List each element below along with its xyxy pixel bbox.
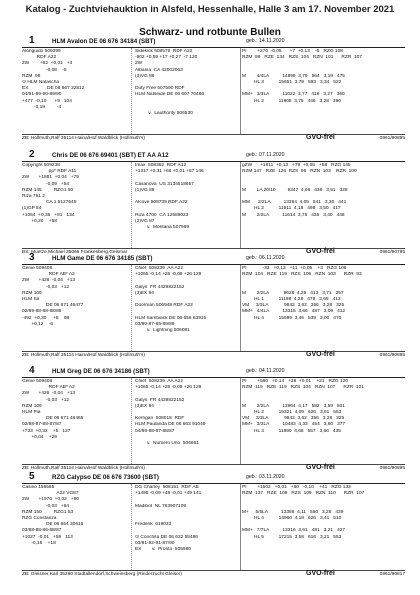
pedigree-line: -902 +0,59 +17 +0,27 -7 120 (135, 55, 198, 61)
pedigree-line: Duty Free 507590 RDF (135, 86, 185, 92)
entry-body (22, 162, 405, 248)
pedigree-line: PI +1502 +0,01 +60 -0,10 +41 RZG 133 (242, 485, 351, 490)
pedigree-line: DE 06 671 46465 (22, 416, 84, 422)
pedigree-line: M 4/4LA 14899 3,79 564 3,19 475 (242, 73, 345, 79)
column-divider (240, 48, 241, 134)
sire-pedigree (135, 266, 237, 334)
pedigree-line: +1495 -0,09 +48 -0,01 +49 141 (135, 491, 202, 497)
gvo-free-label: GVO-frei (306, 248, 335, 255)
entry-body (22, 48, 405, 134)
pedigree-line: v. Numero Uno 506661 (135, 440, 199, 446)
pedigree-line: MM+ 3/3LA 10483 4,33 454 3,60 377 (242, 422, 346, 428)
pedigree-line: MM+ 7/7LA 13316 3,61 481 3,21 427 (242, 528, 346, 534)
pedigree-line: -0,03 +12 (22, 284, 70, 290)
pedigree-line: +1064 +0,36 +81 134 (22, 212, 75, 218)
breeder-info: ZB: Gleisner,Karl 35260 Stadtallendorf,Schweinsberg (Rinderzucht Gleiser) (22, 572, 182, 577)
column-divider (240, 378, 241, 464)
entry-footer (22, 570, 405, 579)
pedigree-line: M 2/2LA 9628 4,29 413 3,71 357 (242, 290, 344, 296)
pedigree-line: (3)EX 94 (135, 290, 154, 296)
sire-pedigree (135, 49, 237, 117)
pedigree-line: RZM 145 RZG1 50 (22, 187, 74, 193)
pedigree-line: MM+ 4/4LA 13315 3,66 487 3,09 412 (242, 309, 346, 315)
pedigree-line: DE 06 664 30615 (22, 522, 84, 528)
bull-entry (22, 149, 405, 257)
breeder-info: ZB: Hollmuth,Ralf 35114 Haina/Hof Waldblick (Hollmuth's) (22, 466, 146, 471)
pedigree-line: HL 5 17215 3,58 616 3,21 553 (242, 534, 342, 540)
pedigree-line: ⊙ Conchita DE 06 632 55486 (135, 534, 198, 540)
gvo-free-label: GVO-frei (306, 464, 335, 471)
lot-number: 5 (29, 471, 35, 482)
pedigree-line: (1)GP 84 (22, 206, 42, 212)
pedigree-line: v. Lightning 506081 (135, 327, 190, 333)
pedigree-line: +1065 -0,14 +26 -0,09 +26 129 (135, 385, 202, 391)
dam-pedigree (22, 485, 127, 547)
pedigree-line: Riza 4700 CA 12589023 (135, 212, 189, 218)
pedigree-line: 2W +1881 +0,04 +79 (22, 175, 79, 181)
performance-data (242, 49, 405, 105)
pedigree-line: Genie 509408 (22, 379, 53, 384)
pedigree-line: v. Lauthority 506530 (135, 110, 193, 116)
pedigree-line: DE 06 671 46477 (22, 303, 84, 309)
contact-number: 0961/90895 (379, 136, 405, 141)
pedigree-line: (1)VG 88 (135, 187, 155, 193)
entry-body (22, 265, 405, 351)
pedigree-line: Alcove 508739 RDF A22 (135, 200, 188, 206)
pedigree-line: HLM Natseide DE 06 607 70486 (135, 92, 205, 98)
pedigree-line: RZM 104 RZE 119 RZS 105 RZN 103 RZR 93 (242, 272, 362, 278)
birth-date: geb.: 03.11.2020 (246, 474, 285, 480)
pedigree-line: MM+ 3/3LA 11022 3,77 416 3,27 360 (242, 92, 345, 98)
entry-header (22, 35, 405, 48)
entry-footer (22, 134, 405, 143)
bull-name: RZG Calypso DE 06 676 73600 (SBT) (52, 474, 159, 481)
pedigree-line: Chief 508239 AA A22 (135, 266, 184, 271)
breeder-info: ZB: Hollmuth,Ralf 35114 Haina/Hof Waldblick (Hollmuth's) (22, 353, 146, 358)
pedigree-line: gZW +1611 +0,13 +79 +0,05 +58 RZG 145 (242, 163, 351, 168)
pedigree-line: Chief 508239 AA A22 (135, 379, 184, 384)
pedigree-line: RDF A22 (22, 55, 57, 61)
contact-number: 0961/90895 (379, 466, 405, 471)
pedigree-line: Frederik 619033 (135, 522, 172, 528)
entry-footer (22, 464, 405, 473)
sire-pedigree (135, 163, 237, 231)
entry-header (22, 149, 405, 162)
pedigree-line: HL 1 11198 4,28 479 3,69 413 (242, 296, 341, 302)
pedigree-line: 2W +1976 +0,02 +80 (22, 497, 79, 503)
performance-data (242, 485, 405, 541)
pedigree-line: Genie 509408 (22, 266, 53, 271)
pedigree-line: Casanova US 3134518657 (135, 181, 194, 187)
gvo-free-label: GVO-frei (306, 570, 335, 577)
lot-number: 2 (29, 149, 35, 160)
pedigree-line: v. Montana 507969 (135, 224, 190, 230)
performance-data (242, 266, 405, 322)
pedigree-line: Madibot NL 763907109 (135, 503, 187, 509)
pedigree-line: Casino 156585 (22, 485, 55, 490)
pedigree-line: +1027 -0,01 +59 113 (22, 534, 73, 540)
pedigree-line: 03/90-87-89-89/89 (135, 321, 175, 327)
pedigree-line: -0,09 +54 (22, 181, 70, 187)
column-divider (240, 484, 241, 570)
pedigree-line: RZM 99 RZE 134 RZS 104 RZN 101 RZR 107 (242, 55, 362, 61)
pedigree-line: -0,03 +12 (22, 397, 70, 403)
pedigree-line: 2W +426 -0,04 +13 (22, 391, 76, 397)
column-divider (240, 265, 241, 351)
column-divider (131, 484, 132, 570)
bull-name: HLM Greg DE 06 676 34186 (SBT) (52, 368, 150, 375)
pedigree-line: ⊙ HLM Natascha (22, 79, 60, 85)
birth-date: geb.: 06.11.2020 (246, 255, 285, 261)
gvo-free-label: GVO-frei (306, 134, 335, 141)
pedigree-line: VM 3/3LA 9842 3,62 356 3,28 325 (242, 303, 345, 309)
pedigree-line: 04/91-89-90-89/90 (22, 92, 62, 98)
contact-number: 0961/90785 (379, 250, 405, 255)
pedigree-line: Imax 508352 RDF A12 (135, 163, 187, 168)
pedigree-line: -0,08 -5 (22, 67, 67, 73)
performance-data (242, 379, 405, 435)
lot-number: 1 (29, 35, 35, 46)
pedigree-line: RZM 137 RZE 108 RZS 109 RZN 110 RZR 107 (242, 491, 365, 497)
entry-header (22, 365, 405, 378)
pedigree-line: PI +580 +0,14 +38 +0,01 +21 RZG 120 (242, 379, 349, 384)
pedigree-line: HL 2 15321 4,09 626 3,61 553 (242, 409, 342, 415)
pedigree-line: (3)VG 86 (135, 73, 155, 79)
pedigree-line: RDF AB* A2 (22, 272, 75, 278)
birth-date: geb.: 14.11.2020 (246, 38, 285, 44)
entry-header (22, 471, 405, 484)
bull-name: Chris DE 06 676 69401 (SBT) ET AA A12 (52, 152, 169, 159)
pedigree-line: M+ 5/5LA 13386 4,11 550 3,28 439 (242, 509, 344, 515)
pedigree-line: Sidekick 508579 RDF A22 (135, 49, 193, 54)
sire-pedigree (135, 379, 237, 447)
bull-name: HLM Avalon DE 06 676 34184 (SBT) (52, 38, 156, 45)
pedigree-line: -0,19 -4 (22, 104, 62, 110)
column-divider (131, 265, 132, 351)
pedigree-line: Kerrigan 508018 RDF (135, 416, 185, 422)
pedigree-line: HLM Paulanda DE 06 663 91049 (135, 422, 206, 428)
pedigree-line: RDF AB* A2 (22, 385, 75, 391)
sire-pedigree (135, 485, 237, 553)
pedigree-line: +477 -0,10 +9 104 (22, 98, 72, 104)
column-divider (131, 378, 132, 464)
pedigree-line: Alonguido 509399 (22, 49, 61, 54)
pedigree-line: HL 2 11905 3,75 446 3,28 390 (242, 98, 341, 104)
pedigree-line: M LA 20/10 9347 4,66 436 3,51 328 (242, 187, 348, 193)
pedigree-line: HLM Sambiack DE 06 656 63915 (135, 315, 207, 321)
column-divider (131, 162, 132, 248)
pedigree-line: HLM Pia (22, 409, 41, 415)
lot-number: 3 (29, 252, 35, 263)
pedigree-line: PI +270 -0,05 +7 +0,13 -5 RZG 108 (242, 49, 343, 54)
performance-data (242, 163, 405, 219)
pedigree-line: 2W +62 +0,01 +4 (22, 61, 73, 67)
pedigree-line: +1317 +0,31 +66 +0,01 +67 146 (135, 169, 204, 175)
pedigree-line: 02/89-88-88-88/88 (22, 309, 62, 315)
dam-pedigree (22, 163, 127, 225)
pedigree-line: (2)VG 87 (135, 218, 155, 224)
birth-date: geb.: 07.11.2020 (246, 152, 285, 158)
pedigree-line: +0,12 -6 (22, 321, 54, 327)
pedigree-line: HLM Sa (22, 296, 40, 302)
pedigree-line: MM 2/2LA 13364 4,05 541 3,30 441 (242, 200, 347, 206)
pedigree-line: HL 3 11890 4,68 557 3,66 435 (242, 428, 341, 434)
pedigree-line: M 2/2LA 11614 3,75 435 3,40 448 (242, 212, 345, 218)
pedigree-line: 03/88-88-86-88/87 (22, 528, 62, 534)
bull-name: HLM Game DE 06 676 34185 (SBT) (52, 255, 153, 262)
pedigree-line: A22 VG87 (22, 491, 79, 497)
pedigree-line: +0,04 +29 (22, 434, 57, 440)
dam-pedigree (22, 49, 127, 111)
pedigree-line: +1065 -0,14 +26 -0,09 +26 129 (135, 272, 202, 278)
breeder-info: ZB: Hollmuth,Ralf 35114 Haina/Hof Waldblick (Hollmuth's) (22, 136, 146, 141)
pedigree-line: Galys FR 4429822152 (135, 284, 185, 290)
entry-footer (22, 351, 405, 360)
pedigree-line: -492 +0,30 +8 98 (22, 315, 70, 321)
pedigree-line: HL 4 15599 3,46 539 3,00 470 (242, 315, 342, 321)
lot-number: 4 (29, 365, 35, 376)
contact-number: 0961/90895 (379, 353, 405, 358)
pedigree-line: 2W +426 -0,04 +13 (22, 278, 76, 284)
pedigree-line: 2W (135, 61, 143, 67)
pedigree-line: -0,16 +18 (22, 540, 56, 546)
bull-entry (22, 365, 405, 473)
pedigree-line: RZM 119 RZE 119 RZS 104 RZN 107 RZR 101 (242, 385, 364, 391)
breeder-info: BS: Muetze,Michael 35066 Frankenberg,Geismar (22, 250, 128, 255)
pedigree-line: Doorman 506948 RDF A22 (135, 303, 193, 309)
pedigree-line: 02/88-87-88-87/87 (22, 422, 62, 428)
pedigree-line: 04/89-88-87-88/87 (135, 428, 175, 434)
pedigree-line: M 2/2LA 13964 4,17 582 3,59 501 (242, 403, 345, 409)
birth-date: geb.: 04.11.2020 (246, 368, 285, 374)
section-title: Schwarz- und rotbunte Bullen (139, 27, 281, 38)
pedigree-line: DG Charley 508151 RDF AB (135, 485, 199, 490)
pedigree-line: RZM 147 RZE 126 RZS 96 RZN 103 RZR 100 (242, 169, 357, 175)
pedigree-line: RZM 150 RZG1 53 (22, 509, 74, 515)
pedigree-line: RZM 109 (22, 403, 42, 409)
pedigree-line: RZG Constanza (22, 515, 57, 521)
contact-number: 0961/90817 (379, 572, 405, 577)
pedigree-line: VM 3/3LA 9842 3,62 356 3,28 325 (242, 416, 345, 422)
entry-body (22, 378, 405, 464)
gvo-free-label: GVO-frei (306, 351, 335, 358)
column-divider (240, 162, 241, 248)
pedigree-line: RZM 98 (22, 73, 41, 79)
pedigree-line: RZM 109 (22, 290, 42, 296)
pedigree-line: (3)EX 94 (135, 403, 154, 409)
catalog-header: Katalog - Zuchtviehauktion in Alsfeld, Hessenhalle, Halle 3 am 17. November 2021 (25, 4, 395, 15)
pedigree-line: PI -33 +0,13 +11 +0,05 +3 RZG 106 (242, 266, 347, 271)
pedigree-line: Galys FR 4429822152 (135, 397, 185, 403)
pedigree-line: +0,20 +58 (22, 218, 57, 224)
pedigree-line: EX v. Pronto 505980 (135, 546, 191, 552)
pedigree-line: CA 1 5127645 (22, 200, 77, 206)
pedigree-line: 03/91-92-91-87/90 (135, 540, 175, 546)
pedigree-line: HL 2 11911 4,18 498 3,50 417 (242, 206, 341, 212)
pedigree-line: +733 +0,32 +5 127 (22, 428, 71, 434)
pedigree-line: EX DE 06 667 32812 (22, 86, 85, 92)
bull-entry (22, 35, 405, 143)
pedigree-line: HL 3 15651 3,79 593 3,34 522 (242, 79, 342, 85)
pedigree-line: Copyright 509238 (22, 163, 60, 168)
pedigree-line: Riza 751 2 (22, 193, 45, 199)
bull-entry (22, 471, 405, 579)
entry-body (22, 484, 405, 570)
pedigree-line: -0,03 +64 (22, 503, 70, 509)
pedigree-line: Albania CA 42002063 (135, 67, 183, 73)
dam-pedigree (22, 266, 127, 328)
dam-pedigree (22, 379, 127, 441)
pedigree-line: HL 4 14960 4,18 626 3,41 510 (242, 515, 342, 521)
column-divider (131, 48, 132, 134)
pedigree-line: pp* RDF A11 (22, 169, 77, 175)
